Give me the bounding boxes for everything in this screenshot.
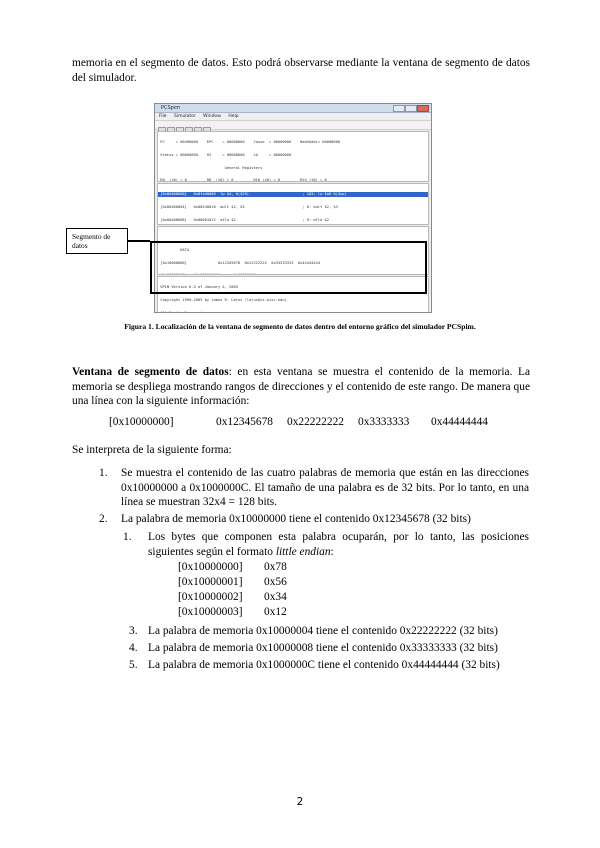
page-number: 2	[296, 796, 304, 808]
callout-connector	[128, 240, 150, 242]
example-value: 0x12345678	[216, 416, 273, 428]
example-value: 0x44444444	[431, 416, 488, 428]
byte-address: [0x10000001]	[178, 576, 243, 588]
data-segment-paragraph	[72, 365, 530, 409]
example-value: 0x3333333	[358, 416, 410, 428]
sublist-number: 4.	[129, 642, 138, 654]
byte-row	[178, 560, 328, 575]
sublist-number: 3.	[129, 625, 138, 637]
sublist-text-end: :	[330, 545, 334, 558]
byte-row	[178, 605, 328, 620]
menu-bar	[155, 113, 431, 121]
sublist-item: La palabra de memoria 0x10000008 tiene el contenido 0x33333333 (32 bits)	[148, 642, 498, 654]
window-title: PCSpim	[161, 105, 181, 111]
text-segment-pane	[157, 183, 429, 225]
list-item: La palabra de memoria 0x10000000 tiene el contenido 0x12345678 (32 bits)	[121, 513, 471, 525]
example-value: 0x22222222	[287, 416, 344, 428]
message-line: All Rights Reserved.	[158, 310, 205, 313]
register-line: General Registers	[158, 165, 263, 170]
data-line: [0x10000000] 0x12345678 0x22222222 0x33333333 0x44444444	[158, 260, 321, 265]
byte-address: [0x10000002]	[178, 591, 243, 603]
menu-help: Help	[228, 114, 239, 119]
byte-value: 0x12	[264, 606, 287, 618]
message-line: Copyright 1990-2003 by James R. Larus (larus@cs.wisc.edu).	[158, 298, 289, 302]
byte-row	[178, 590, 328, 605]
minimize-icon	[393, 105, 405, 112]
sublist-number: 5.	[129, 659, 138, 671]
maximize-icon	[405, 105, 417, 112]
text-line-selected: [0x00400000] 0x8fa40000 lw $4, 0($29) ; 183: lw $a0 0($sp)	[158, 192, 428, 196]
byte-table	[178, 560, 328, 620]
sublist-item: La palabra de memoria 0x1000000C tiene el contenido 0x44444444 (32 bits)	[148, 659, 500, 671]
byte-value: 0x34	[264, 591, 287, 603]
menu-simulator: Simulator	[173, 114, 196, 119]
byte-address: [0x10000003]	[178, 606, 243, 618]
list-number: 2.	[99, 513, 108, 525]
figure-caption: Figura 1. Localización de la ventana de segmento de datos dentro del entorno gráfico del simulador PCSpim.	[124, 322, 476, 331]
sublist-number: 1.	[123, 531, 132, 543]
data-segment-highlight	[150, 241, 427, 294]
interpretation-text: Se interpreta de la siguiente forma:	[72, 444, 232, 456]
menu-file: File	[159, 114, 167, 119]
close-icon	[417, 105, 429, 112]
sublist-italic: little endian	[275, 545, 331, 558]
sublist-text: Los bytes que componen esta palabra ocuparán, por lo tanto, las posiciones siguientes según el formato	[148, 531, 529, 558]
register-line: R0 (r0) = 0 R8 (t0) = 0 R16 (s0) = 0 R24 (t8) = 0	[158, 178, 327, 182]
register-line: Status = 00000000 HI = 00000000 LO = 00000000	[158, 153, 292, 157]
callout-label: Segmento de datos	[66, 228, 128, 254]
byte-address: [0x10000000]	[178, 561, 243, 573]
term-bold: Ventana de segmento de datos	[72, 366, 229, 378]
toolbar	[155, 121, 431, 130]
message-line: SPIM Version 6.5 of January 4, 2003	[158, 285, 238, 290]
sublist-item: La palabra de memoria 0x10000004 tiene el contenido 0x22222222 (32 bits)	[148, 625, 498, 637]
paragraph-text: : en esta ventana se muestra el contenido de la memoria. La memoria se despliega mostrando rangos de direcciones y el contenido de este rango. De manera que una línea con la siguiente información:	[72, 366, 531, 408]
data-line: DATA	[158, 248, 190, 252]
sublist-item	[148, 530, 529, 559]
list-number: 1.	[99, 467, 108, 479]
text-line: [0x00400008] 0x00001012 mflo $2 ; 9: mflo $2	[158, 217, 329, 222]
list-item: Se muestra el contenido de las cuatro palabras de memoria que están en las direcciones 0x10000000 a 0x1000000C. El tamaño de una palabra es de 32 bits. Por lo tanto, en una línea se muestran 32x4 = 128 bits.	[121, 467, 529, 509]
byte-value: 0x78	[264, 561, 287, 573]
register-line: PC = 00400000 EPC = 00000000 Cause = 00000000 BadVAddr= 00000000	[158, 140, 341, 145]
example-address: [0x10000000]	[109, 416, 174, 428]
menu-window: Window	[203, 114, 221, 119]
byte-row	[178, 575, 328, 590]
window-titlebar	[155, 104, 431, 113]
byte-value: 0x56	[264, 576, 287, 588]
intro-paragraph: memoria en el segmento de datos. Esto podrá observarse mediante la ventana de segmento de datos del simulador.	[72, 57, 530, 84]
text-line: [0x00400004] 0x00430018 mult $2, $3 ; 8: mult $2, $3	[158, 205, 338, 209]
registers-pane	[157, 131, 429, 182]
data-line	[158, 235, 428, 239]
